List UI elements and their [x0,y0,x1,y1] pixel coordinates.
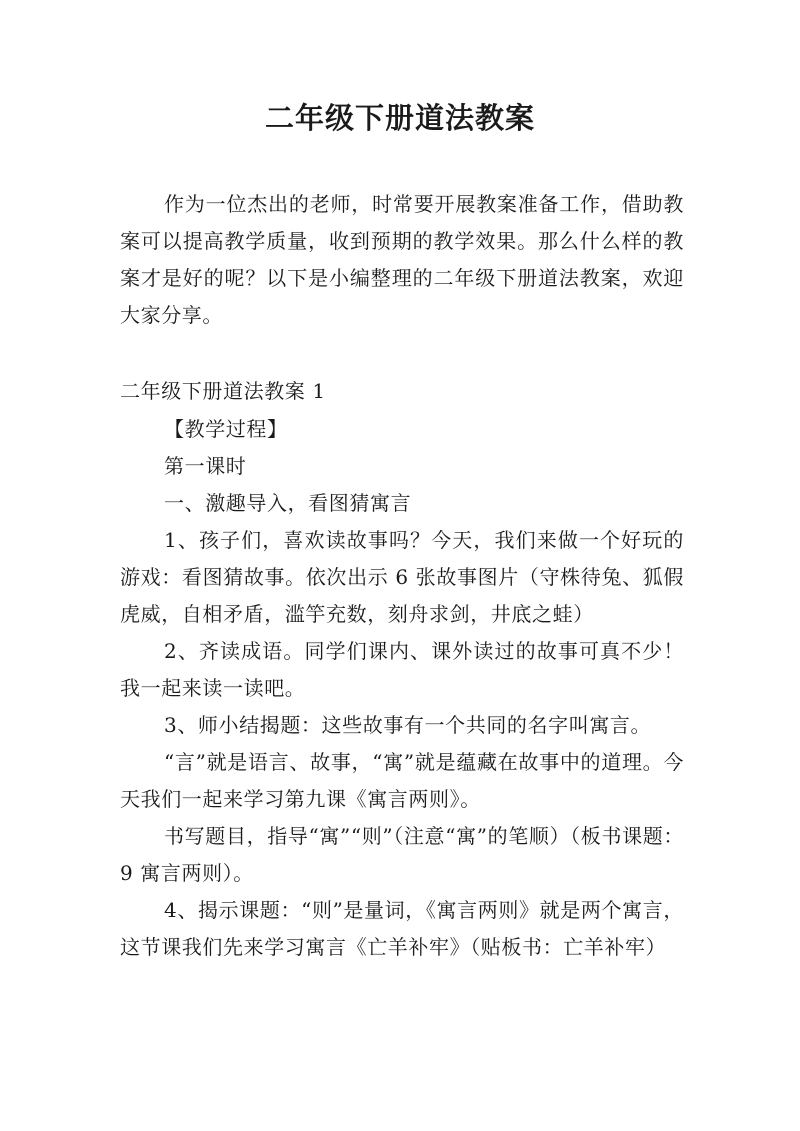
paragraph-first-lesson: 第一课时 [164,454,247,478]
paragraph-writing-title: 书写题目，指导“寓”“则”（注意“寓”的笔顺）（板书课题：9 寓言两则）。 [120,824,684,885]
paragraph-item-3: 3、师小结揭题：这些故事有一个共同的名字叫寓言。 [164,713,652,737]
lesson-content [120,411,684,966]
paragraph-item-1: 1、孩子们，喜欢读故事吗？今天，我们来做一个好玩的游戏：看图猜故事。依次出示 6 张故事图片（守株待兔、狐假虎威，自相矛盾，滥竽充数，刻舟求剑，井底之蛙） [120,528,684,626]
paragraph-yan-yu-explained: “言”就是语言、故事，“寓”就是蕴藏在故事中的道理。今天我们一起来学习第九课《寓言两则》。 [120,750,684,811]
paragraph-item-2: 2、齐读成语。同学们课内、课外读过的故事可真不少！我一起来读一读吧。 [120,639,684,700]
section-heading: 二年级下册道法教案 1 [120,379,326,403]
paragraph-step-one: 一、激趣导入，看图猜寓言 [164,491,412,515]
document-title: 二年级下册道法教案 [264,101,535,135]
intro-paragraph: 作为一位杰出的老师，时常要开展教案准备工作，借助教案可以提高教学质量，收到预期的教学效果。那么什么样的教案才是好的呢？以下是小编整理的二年级下册道法教案，欢迎大家分享。 [120,192,684,327]
paragraph-item-4: 4、揭示课题：“则”是量词，《寓言两则》就是两个寓言，这节课我们先来学习寓言《亡羊补牢》（贴板书：亡羊补牢） [120,898,684,959]
paragraph-teaching-process: 【教学过程】 [164,417,288,441]
